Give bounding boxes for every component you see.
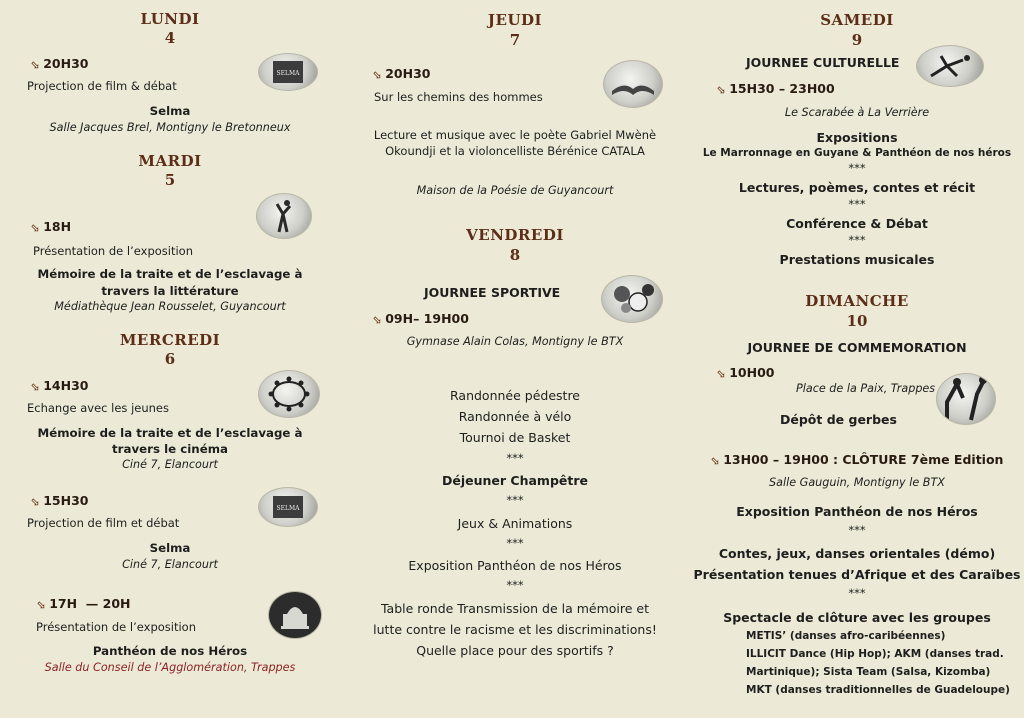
- event-time: ⬂ 17H — 20H: [36, 596, 131, 611]
- event-place: Salle du Conseil de l’Agglomération, Trappes: [44, 661, 296, 674]
- event-description: Echange avec les jeunes: [27, 401, 169, 415]
- event-time: ⬂ 18H: [30, 219, 72, 234]
- group-item: ILLICIT Dance (Hip Hop); AKM (danses trad.: [746, 648, 1004, 660]
- event-detail: Okoundji et la violoncelliste Bérénice CATALA: [385, 144, 645, 158]
- group-item: Martinique); Sista Team (Salsa, Kizomba): [746, 666, 991, 678]
- day-heading-samedi: SAMEDI: [820, 11, 894, 29]
- arrow-icon: ⬂: [36, 598, 46, 611]
- day-number-lundi: 4: [164, 29, 176, 47]
- activity-item: Spectacle de clôture avec les groupes: [723, 610, 991, 625]
- day-heading-jeudi: JEUDI: [487, 11, 543, 29]
- separator: ***: [848, 197, 866, 211]
- arrow-icon: ⬂: [30, 221, 40, 234]
- event-journee: JOURNEE SPORTIVE: [424, 285, 561, 300]
- event-place: Médiathèque Jean Rousselet, Guyancourt: [54, 300, 286, 313]
- svg-text:SELMA: SELMA: [276, 70, 300, 77]
- separator: ***: [848, 233, 866, 247]
- day-heading-dimanche: DIMANCHE: [805, 292, 909, 310]
- svg-text:SELMA: SELMA: [276, 505, 300, 512]
- separator: ***: [506, 536, 524, 550]
- activity-item: Randonnée à vélo: [458, 409, 572, 424]
- activity-item: Lectures, poèmes, contes et récit: [738, 180, 976, 195]
- day-heading-mercredi: MERCREDI: [119, 331, 221, 349]
- group-item: METIS’ (danses afro-caribéennes): [746, 630, 946, 642]
- day-heading-lundi: LUNDI: [140, 10, 200, 28]
- column-right: [690, 0, 1024, 718]
- separator: ***: [506, 578, 524, 592]
- separator: ***: [506, 493, 524, 507]
- sports-balls-icon: [601, 275, 663, 323]
- day-heading-mardi: MARDI: [138, 152, 202, 170]
- event-title: Mémoire de la traite et de l’esclavage à: [37, 426, 303, 440]
- event-journee: JOURNEE DE COMMEMORATION: [747, 340, 967, 355]
- event-description: Projection de film & débat: [27, 79, 177, 93]
- arrow-icon: ⬂: [710, 454, 720, 467]
- event-description: Présentation de l’exposition: [33, 244, 193, 258]
- day-number-mardi: 5: [164, 171, 176, 189]
- arrow-icon: ⬂: [30, 380, 40, 393]
- arrow-icon: ⬂: [716, 83, 726, 96]
- event-title: Mémoire de la traite et de l’esclavage à: [37, 267, 303, 281]
- event-detail: Lecture et musique avec le poète Gabriel Mwènè: [373, 128, 657, 142]
- event-description: Présentation de l’exposition: [36, 620, 196, 634]
- arrow-icon: ⬂: [716, 367, 726, 380]
- day-heading-vendredi: VENDREDI: [466, 226, 564, 244]
- arrow-icon: ⬂: [30, 495, 40, 508]
- arrow-icon: ⬂: [30, 58, 40, 71]
- event-time: ⬂ 09H– 19H00: [372, 311, 469, 326]
- event-time: ⬂ 20H30: [372, 66, 431, 81]
- activity-item: Déjeuner Champêtre: [442, 473, 588, 488]
- event-place: Ciné 7, Elancourt: [122, 458, 218, 471]
- event-title-cont: travers la littérature: [101, 284, 239, 298]
- arrow-icon: ⬂: [372, 313, 382, 326]
- people-circle-icon: [258, 370, 320, 418]
- separator: ***: [848, 523, 866, 537]
- dancer-icon: [916, 45, 984, 87]
- film-poster-icon: [258, 53, 318, 91]
- event-title: Panthéon de nos Héros: [92, 644, 248, 658]
- event-title: Dépôt de gerbes: [780, 412, 897, 427]
- activity-item: Tournoi de Basket: [459, 430, 571, 445]
- day-number-dimanche: 10: [846, 312, 868, 330]
- event-time: ⬂ 13H00 – 19H00 : CLÔTURE 7ème Edition: [710, 452, 1004, 467]
- event-place: Ciné 7, Elancourt: [122, 558, 218, 571]
- event-time: ⬂ 15H30 – 23H00: [716, 81, 835, 96]
- activity-item: Exposition Panthéon de nos Héros: [736, 504, 978, 519]
- separator: ***: [848, 161, 866, 175]
- event-time: ⬂ 10H00: [716, 365, 775, 380]
- event-title: Selma: [149, 104, 191, 118]
- column-left: [0, 0, 340, 718]
- activity-item: Randonnée pédestre: [450, 388, 580, 403]
- chained-figure-icon: [256, 193, 312, 239]
- event-place: Le Scarabée à La Verrière: [784, 106, 930, 119]
- raised-fist-icon: [936, 373, 996, 425]
- event-time: ⬂ 14H30: [30, 378, 89, 393]
- column-middle: [345, 0, 685, 718]
- event-place: Place de la Paix, Trappes: [796, 382, 936, 395]
- separator: ***: [848, 586, 866, 600]
- arrow-icon: ⬂: [372, 68, 382, 81]
- film-poster-icon: [258, 487, 318, 527]
- event-place: Maison de la Poésie de Guyancourt: [416, 184, 614, 197]
- day-number-mercredi: 6: [164, 350, 176, 368]
- activity-item: Jeux & Animations: [457, 516, 573, 531]
- activity-item: Prestations musicales: [779, 252, 935, 267]
- event-title: Selma: [149, 541, 191, 555]
- activity-item: Conférence & Débat: [786, 216, 928, 231]
- activity-item: lutte contre le racisme et les discriminations!: [373, 622, 657, 637]
- activity-item: Expositions: [816, 130, 898, 145]
- event-description: Projection de film et débat: [27, 516, 180, 530]
- group-item: MKT (danses traditionnelles de Guadeloupe): [746, 684, 1010, 696]
- activity-item: Exposition Panthéon de nos Héros: [408, 558, 622, 573]
- pantheon-icon: [268, 591, 322, 639]
- day-number-vendredi: 8: [509, 246, 521, 264]
- activity-item: Contes, jeux, danses orientales (démo): [718, 546, 996, 561]
- event-place: Gymnase Alain Colas, Montigny le BTX: [406, 335, 624, 348]
- event-place: Salle Gauguin, Montigny le BTX: [769, 476, 945, 489]
- activity-item: Le Marronnage en Guyane & Panthéon de nos héros: [702, 147, 1012, 159]
- event-place: Salle Jacques Brel, Montigny le Bretonneux: [49, 121, 291, 134]
- event-description: Sur les chemins des hommes: [374, 90, 543, 104]
- separator: ***: [506, 451, 524, 465]
- event-title-cont: travers le cinéma: [112, 442, 228, 456]
- activity-item: Quelle place pour des sportifs ?: [416, 643, 614, 658]
- event-time: ⬂ 15H30: [30, 493, 89, 508]
- event-time: ⬂ 20H30: [30, 56, 89, 71]
- activity-item: Table ronde Transmission de la mémoire et: [380, 601, 650, 616]
- day-number-samedi: 9: [851, 31, 863, 49]
- open-book-icon: [603, 60, 663, 108]
- event-journee: JOURNEE CULTURELLE: [746, 55, 900, 70]
- activity-item: Présentation tenues d’Afrique et des Caraïbes: [693, 567, 1021, 582]
- day-number-jeudi: 7: [509, 31, 521, 49]
